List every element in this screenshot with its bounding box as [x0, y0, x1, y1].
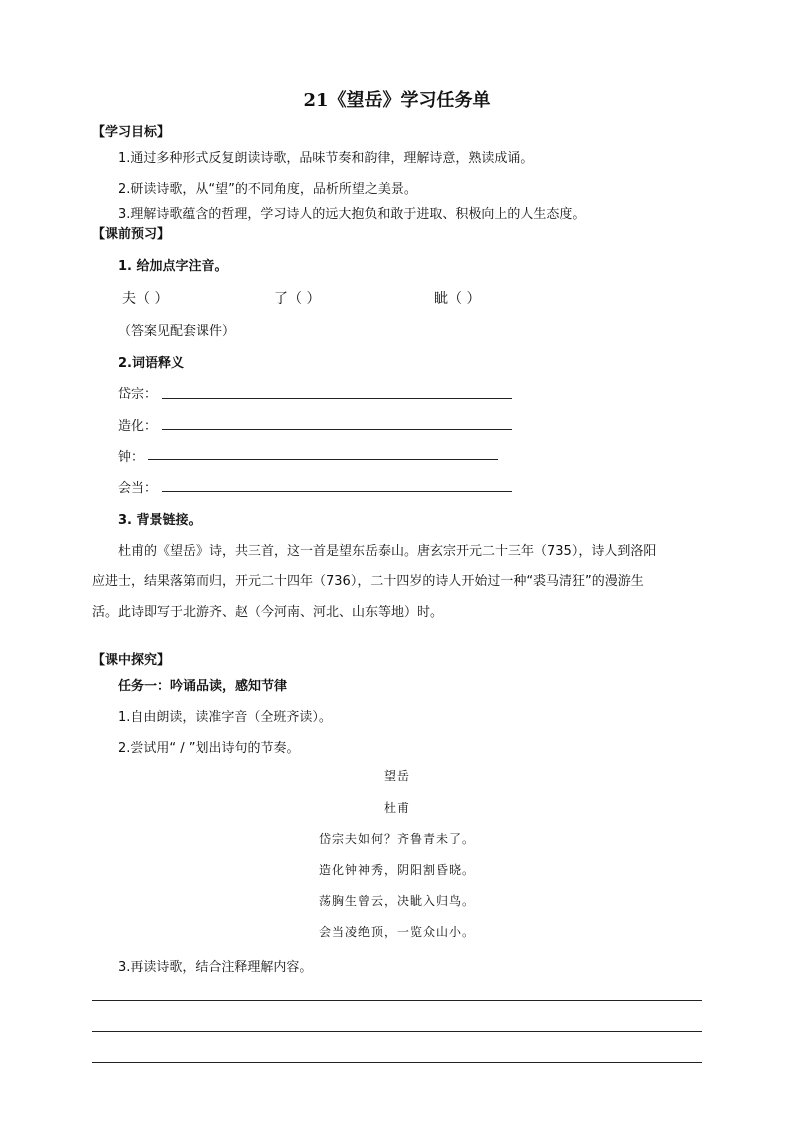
preview-q3: 3. 背景链接。 — [118, 513, 202, 528]
step-2: 2.尝试用“ / ”划出诗句的节奏。 — [118, 741, 300, 756]
goal-item-1: 1.通过多种形式反复朗读诗歌，品味节奏和韵律，理解诗意，熟读成诵。 — [118, 151, 534, 166]
step-1: 1.自由朗读，读准字音（全班齐读）。 — [118, 710, 332, 725]
poem-title: 望岳 — [383, 769, 410, 783]
poem-line-1: 岱宗夫如何？齐鲁青未了。 — [318, 832, 475, 846]
background-line-1: 杜甫的《望岳》诗，共三首，这一首是望东岳泰山。唐玄宗开元二十三年（735），诗人到洛阳 — [118, 544, 657, 559]
background-line-2: 应进士，结果落第而归，开元二十四年（736），二十四岁的诗人开始过一种“裘马清狂”的漫游生 — [92, 574, 644, 589]
preview-q1: 1. 给加点字注音。 — [118, 259, 228, 274]
term-label-zhong: 钟： — [118, 450, 145, 465]
page-title: 21《望岳》学习任务单 — [303, 90, 491, 111]
term-label-zaohua: 造化： — [118, 419, 158, 434]
term-answer-line[interactable] — [148, 459, 498, 460]
term-answer-line[interactable] — [162, 491, 512, 492]
task1-title: 任务一：吟诵品读，感知节律 — [118, 679, 288, 694]
goal-item-3: 3.理解诗歌蕴含的哲理，学习诗人的远大抱负和敢于进取、积极向上的人生态度。 — [118, 207, 586, 222]
poem-line-3: 荡胸生曾云，决眦入归鸟。 — [318, 894, 475, 908]
poem-author: 杜甫 — [383, 801, 410, 815]
preview-q2: 2.词语释义 — [118, 356, 184, 371]
pinyin-char: 了 — [274, 291, 288, 307]
term-label-huidang: 会当： — [118, 481, 158, 496]
answer-line[interactable] — [92, 1062, 702, 1063]
pinyin-blank[interactable]: （ ） — [288, 291, 321, 307]
pinyin-char: 夫 — [122, 291, 136, 307]
poem-line-2: 造化钟神秀，阴阳割昏晓。 — [318, 863, 475, 877]
pinyin-blank[interactable]: （ ） — [136, 291, 169, 307]
explore-heading: 【课中探究】 — [92, 653, 171, 668]
step-3: 3.再读诗歌，结合注释理解内容。 — [118, 960, 313, 975]
preview-heading: 【课前预习】 — [92, 227, 171, 242]
goal-item-2: 2.研读诗歌，从“望”的不同角度，品析所望之美景。 — [118, 182, 417, 197]
background-line-3: 活。此诗即写于北游齐、赵（今河南、河北、山东等地）时。 — [92, 605, 444, 620]
term-answer-line[interactable] — [162, 398, 512, 399]
pinyin-char: 眦 — [434, 291, 448, 307]
answer-line[interactable] — [92, 1031, 702, 1032]
poem-line-4: 会当凌绝顶，一览众山小。 — [318, 925, 475, 939]
term-label-daizong: 岱宗： — [118, 387, 158, 402]
pinyin-item-3 — [434, 288, 480, 308]
pinyin-item-1 — [122, 288, 168, 308]
goals-heading: 【学习目标】 — [92, 125, 171, 140]
answer-note: （答案见配套课件） — [118, 324, 236, 339]
term-answer-line[interactable] — [162, 429, 512, 430]
pinyin-item-2 — [274, 288, 320, 308]
pinyin-blank[interactable]: （ ） — [448, 291, 481, 307]
answer-line[interactable] — [92, 1000, 702, 1001]
